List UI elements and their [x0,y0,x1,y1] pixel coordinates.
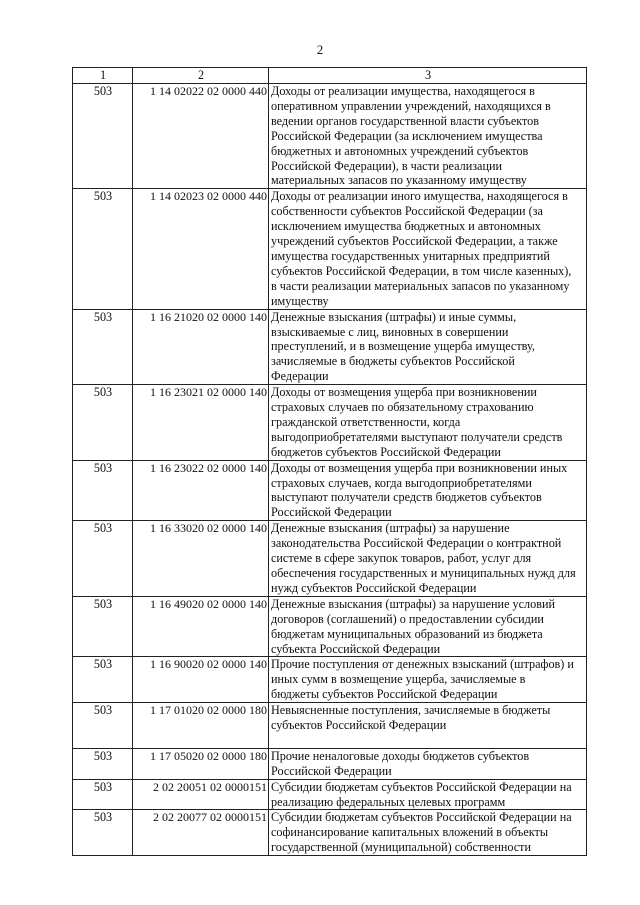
revenue-description-cell [269,748,587,779]
admin-code-cell: 503 [73,703,133,749]
description-line: Денежные взыскания (штрафы) и иные суммы, [271,309,517,324]
description-line: иных сумм в возмещение ущерба, зачисляемые в [271,672,526,687]
description-line: Российской Федерации), в части реализации [271,158,503,173]
table-row [73,748,587,779]
description-line: Прочие неналоговые доходы бюджетов субъектов [271,748,530,763]
budget-classification-code-cell: 1 16 33020 02 0000 140 [133,521,269,597]
table-row [73,521,587,597]
table-row [73,309,587,385]
description-line: Федерации [271,369,329,384]
description-line: Невыясненные поступления, зачисляемые в бюджеты [271,703,551,718]
table-row [73,779,587,810]
description-line: нужд субъектов Российской Федерации [271,580,477,595]
budget-classification-code-cell: 1 16 90020 02 0000 140 [133,657,269,703]
admin-code-cell: 503 [73,309,133,385]
revenue-description-cell [269,460,587,521]
description-line: гражданской ответственности, когда [271,414,461,429]
description-line: учреждений субъектов Российской Федерации, а также [271,234,558,249]
description-line: Субсидии бюджетам субъектов Российской Федерации на [271,810,572,825]
description-line: имуществу [271,293,329,308]
description-line: бюджеты субъектов Российской Федерации [271,687,498,702]
budget-classification-code-cell: 1 16 23022 02 0000 140 [133,460,269,521]
revenue-description-cell [269,810,587,856]
budget-revenue-table [72,67,587,856]
admin-code-cell: 503 [73,385,133,461]
revenue-description-cell [269,657,587,703]
admin-code-cell: 503 [73,521,133,597]
description-line: страховых случаев по обязательному страхованию [271,400,534,415]
description-line: бюджетных и автономных учреждений субъектов [271,143,529,158]
description-line: страховых случаев, когда выгодоприобретателями [271,475,532,490]
table-row [73,810,587,856]
description-line: Российской Федерации [271,505,392,520]
budget-classification-code-cell: 1 14 02022 02 0000 440 [133,84,269,189]
table-row [73,703,587,749]
description-line: Денежные взыскания (штрафы) за нарушение условий [271,596,556,611]
admin-code-cell: 503 [73,189,133,309]
revenue-description-cell [269,703,587,749]
table-body [73,84,587,856]
description-line: субъекта Российской Федерации [271,641,441,656]
table-row [73,596,587,657]
table-row [73,657,587,703]
description-line: выгодоприобретателями выступают получатели средств [271,429,563,444]
description-line: ведении органов государственной власти субъектов [271,113,540,128]
table-row [73,460,587,521]
table-header-row [73,68,587,84]
description-line: зачисляемые в бюджеты субъектов Российской [271,354,515,369]
admin-code-cell: 503 [73,596,133,657]
description-line: Российской Федерации [271,763,392,778]
description-line: договоров (соглашений) о предоставлении субсидии [271,611,544,626]
description-line: собственности субъектов Российской Федерации (за [271,204,543,219]
description-line: бюджетов субъектов Российской Федерации [271,444,501,459]
revenue-description-cell [269,596,587,657]
description-line: законодательства Российской Федерации о контрактной [271,536,562,551]
column-header-2: 2 [133,68,269,84]
description-line: Доходы от реализации имущества, находящегося в [271,84,535,98]
description-line: исключением имущества бюджетных и автономных [271,219,541,234]
description-line: взыскиваемые с лиц, виновных в совершении [271,324,509,339]
description-line: выступают получатели средств бюджетов субъектов [271,490,542,505]
description-line: Доходы от возмещения ущерба при возникновении [271,385,537,400]
admin-code-cell: 503 [73,84,133,189]
revenue-description-cell [269,521,587,597]
description-line: субъектов Российской Федерации, в том числе казенных), [271,263,572,278]
description-line: обеспечения государственных и муниципальных нужд для [271,566,576,580]
budget-classification-code-cell: 1 16 21020 02 0000 140 [133,309,269,385]
admin-code-cell: 503 [73,779,133,810]
revenue-description-cell [269,385,587,461]
revenue-description-cell [269,309,587,385]
budget-classification-code-cell: 2 02 20077 02 0000151 [133,810,269,856]
revenue-description-cell [269,84,587,189]
description-line: в части реализации материальных запасов по указанному [271,278,570,293]
table-row [73,385,587,461]
description-line: бюджетам муниципальных образований из бюджета [271,626,543,641]
budget-classification-code-cell: 1 17 01020 02 0000 180 [133,703,269,749]
admin-code-cell: 503 [73,657,133,703]
description-line: системе в сфере закупок товаров, работ, услуг для [271,551,532,566]
description-line: государственной (муниципальной) собственности [271,840,532,855]
admin-code-cell: 503 [73,748,133,779]
description-line: реализацию федеральных целевых программ [271,794,506,809]
description-line: Российской Федерации (за исключением имущества [271,128,543,143]
revenue-description-cell [269,779,587,810]
table-row [73,84,587,189]
description-line: Субсидии бюджетам субъектов Российской Федерации на [271,779,572,794]
page-number: 2 [316,42,324,57]
description-line: имущества государственных унитарных предприятий [271,248,550,263]
budget-classification-code-cell: 1 14 02023 02 0000 440 [133,189,269,309]
admin-code-cell: 503 [73,460,133,521]
description-line: преступлений, и в возмещение ущерба имуществу, [271,339,535,354]
budget-classification-code-cell: 2 02 20051 02 0000151 [133,779,269,810]
budget-classification-code-cell: 1 16 23021 02 0000 140 [133,385,269,461]
column-header-1: 1 [73,68,133,84]
column-header-3: 3 [269,68,587,84]
description-line: Доходы от возмещения ущерба при возникновении иных [271,460,568,475]
admin-code-cell: 503 [73,810,133,856]
description-line: материальных запасов по указанному имуществу [271,173,527,188]
budget-classification-code-cell: 1 16 49020 02 0000 140 [133,596,269,657]
description-line: Денежные взыскания (штрафы) за нарушение [271,521,510,536]
description-line: Доходы от реализации иного имущества, находящегося в [271,189,568,204]
description-line: софинансирование капитальных вложений в объекты [271,825,549,840]
revenue-description-cell [269,189,587,309]
budget-classification-code-cell: 1 17 05020 02 0000 180 [133,748,269,779]
description-line: Прочие поступления от денежных взысканий (штрафов) и [271,657,574,672]
description-line: субъектов Российской Федерации [271,718,447,733]
description-line: оперативном управлении учреждений, находящихся в [271,98,551,113]
table-row [73,189,587,309]
